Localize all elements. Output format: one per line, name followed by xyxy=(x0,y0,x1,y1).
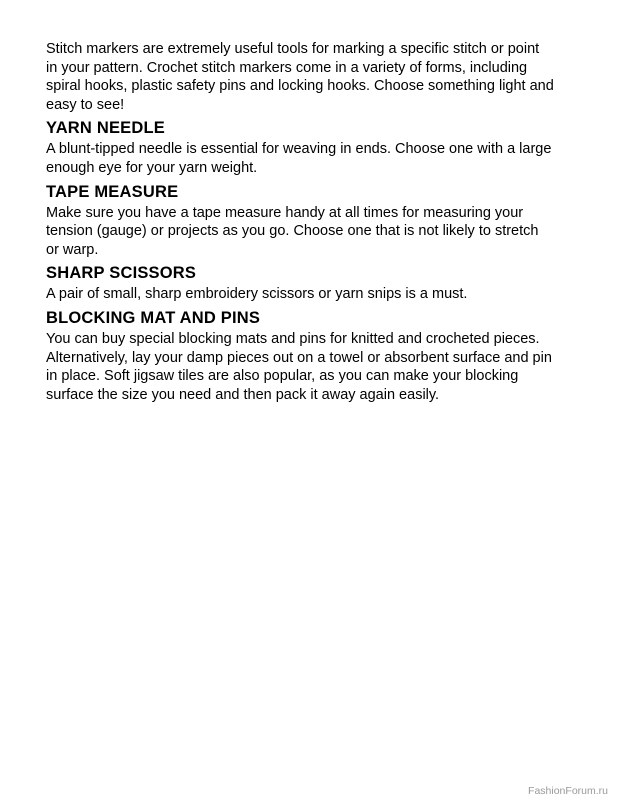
watermark: FashionForum.ru xyxy=(528,785,608,797)
section-text-tape-measure: Make sure you have a tape measure handy at all times for measuring your tension (gauge) or projects as you go. Choose one that is not likely to stretch or warp. xyxy=(46,204,539,258)
document-body xyxy=(46,40,586,404)
section-heading-blocking-mat: BLOCKING MAT AND PINS xyxy=(46,308,261,327)
section-text-blocking-mat: You can buy special blocking mats and pins for knitted and crocheted pieces. Alternatively, lay your damp pieces out on a towel or absorbent surface and pin in place. Soft jigsaw tiles are also popular, as you can make your blocking surface the size you need and then pack it away again easily. xyxy=(46,330,552,403)
intro-paragraph: Stitch markers are extremely useful tools for marking a specific stitch or point in your pattern. Crochet stitch markers come in a variety of forms, including spiral hooks, plastic safety pins and locking hooks. Choose something light and easy to see! xyxy=(46,41,554,113)
section-heading-yarn-needle: YARN NEEDLE xyxy=(46,119,165,138)
section-heading-sharp-scissors: SHARP SCISSORS xyxy=(46,264,197,283)
section-text-sharp-scissors: A pair of small, sharp embroidery scissors or yarn snips is a must. xyxy=(46,286,468,303)
section-text-yarn-needle: A blunt-tipped needle is essential for weaving in ends. Choose one with a large enough eye for your yarn weight. xyxy=(46,141,552,176)
section-heading-tape-measure: TAPE MEASURE xyxy=(46,182,179,201)
